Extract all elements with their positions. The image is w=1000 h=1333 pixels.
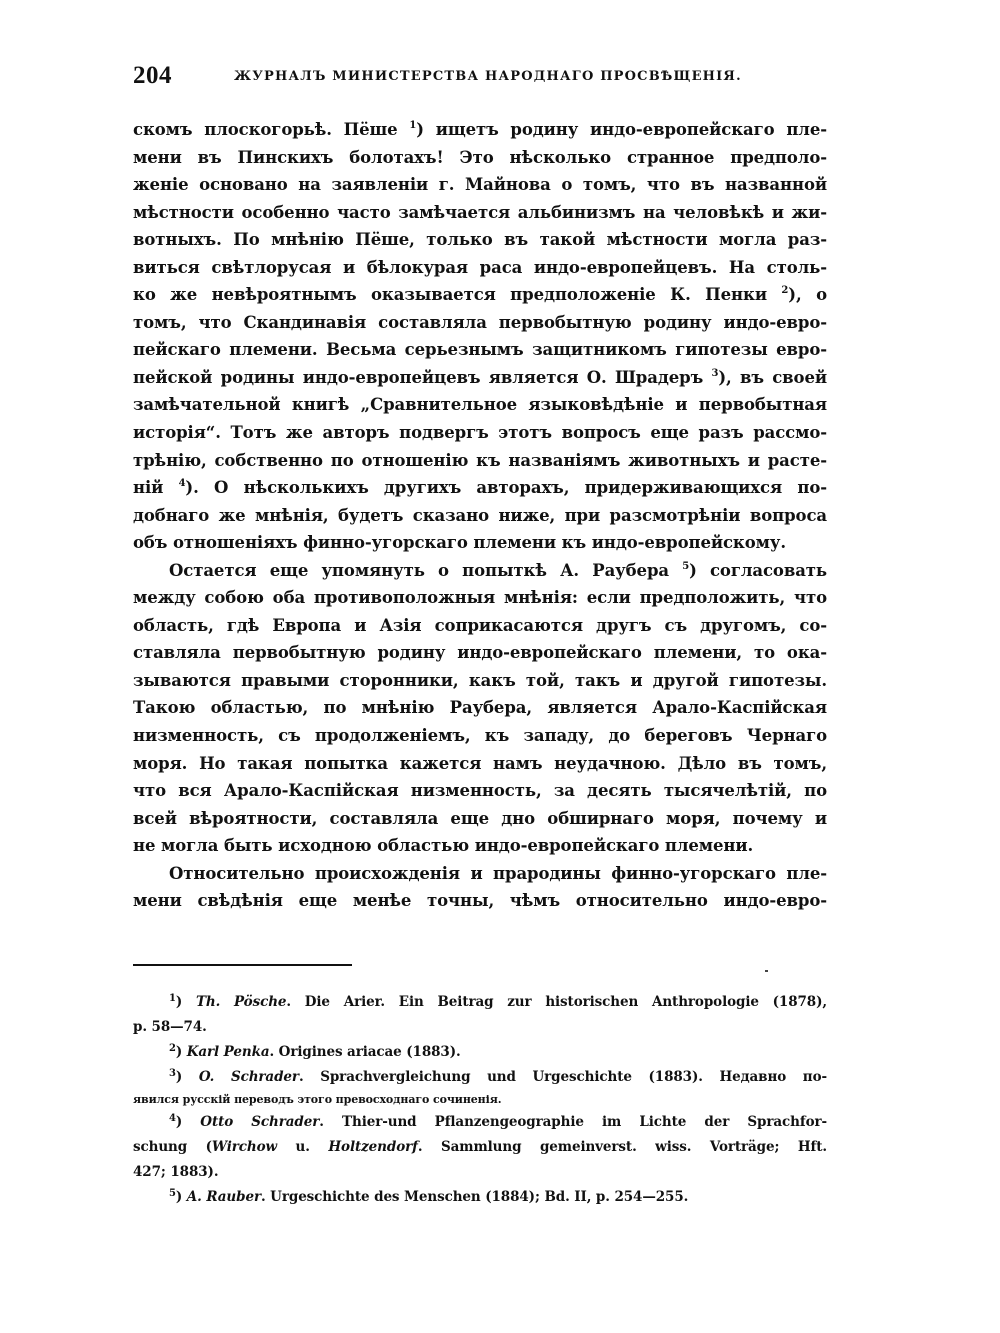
footnote-number: 3 — [169, 1068, 176, 1079]
text-run: трѣнію, собственно по отношенію къ названіямъ животныхъ и расте- — [133, 450, 827, 470]
text-run: виться свѣтлорусая и бѣлокурая раса индо-европейцевъ. На столь- — [133, 257, 827, 277]
text-line — [133, 694, 827, 722]
text-run: пейской родины индо-европейцевъ является О. Шрадеръ — [133, 367, 712, 387]
text-line — [133, 584, 827, 612]
footnote-author: Wirchow — [211, 1139, 278, 1155]
footnote-continuation: явился русскій переводъ этого превосходнаго сочиненія. — [133, 1093, 502, 1106]
text-line — [133, 832, 827, 860]
text-run: исторія“. Тотъ же авторъ подвергъ этотъ вопросъ еще разъ рассмо- — [133, 423, 827, 443]
text-line — [133, 171, 827, 199]
footnote-text: u. — [277, 1139, 329, 1155]
text-line — [133, 667, 827, 695]
footnote-line — [133, 1110, 827, 1135]
text-run: женіе основано на заявленіи г. Майнова о томъ, что въ названной — [133, 175, 827, 195]
text-run: ній — [133, 478, 179, 498]
page-header — [133, 62, 833, 94]
text-line — [133, 336, 827, 364]
footnote-number: 5 — [169, 1188, 176, 1199]
footnote-number: 2 — [169, 1043, 176, 1054]
footnote-paren: ) — [175, 1044, 187, 1060]
text-run: между собою оба противоположныя мнѣнія: если предположить, что — [133, 588, 827, 608]
footnote-reference: 3 — [711, 367, 719, 379]
text-run: скомъ плоскогорьѣ. Пёше — [133, 120, 410, 139]
text-line — [133, 116, 827, 144]
footnote-text: . Sammlung gemeinverst. wiss. Vorträge; Hft. — [417, 1139, 828, 1155]
text-line — [133, 364, 827, 392]
text-run: ) согласовать — [689, 560, 828, 580]
footnote-text: . Origines ariacae (1883). — [269, 1044, 461, 1060]
footnote-continuation: p. 58—74. — [133, 1019, 207, 1035]
text-line — [133, 447, 827, 475]
text-line — [133, 391, 827, 419]
footnote-line — [133, 1185, 827, 1210]
footnote-continuation: schung ( — [133, 1139, 212, 1155]
footnote-paren: ) — [175, 1189, 187, 1205]
text-run: что вся Арало-Каспійская низменность, за десять тысячелѣтій, по — [133, 781, 827, 801]
footnote-line — [133, 1015, 827, 1040]
text-run: объ отношеніяхъ финно-угорскаго племени къ индо-европейскому. — [133, 533, 786, 553]
footnote-reference: 2 — [781, 285, 789, 297]
text-run: ставляла первобытную родину индо-европейскаго племени, то ока- — [133, 643, 827, 663]
footnote-line — [133, 1040, 827, 1065]
footnote-text: . Die Arier. Ein Beitrag zur historischen Anthropologie (1878), — [286, 994, 827, 1010]
footnote-author: Otto Schrader — [200, 1114, 320, 1130]
footnote-author: O. Schrader — [198, 1069, 299, 1085]
text-line — [133, 777, 827, 805]
footnote-reference: 5 — [682, 560, 690, 572]
print-speck — [765, 970, 768, 972]
text-run: Остается еще упомянуть о попыткѣ А. Раубера — [169, 560, 683, 580]
text-line — [133, 309, 827, 337]
text-line — [133, 281, 827, 309]
text-line — [133, 722, 827, 750]
footnotes — [133, 990, 827, 1210]
text-run: замѣчательной книгѣ „Сравнительное языковѣдѣніе и первобытная — [133, 395, 827, 415]
text-line — [133, 639, 827, 667]
footnote-line — [133, 1065, 827, 1090]
text-run: ) ищетъ родину индо-европейскаго пле- — [416, 120, 827, 139]
text-line — [133, 419, 827, 447]
footnote-line — [133, 990, 827, 1015]
text-run: ), о — [788, 285, 827, 305]
footnote-paren: ) — [175, 994, 196, 1010]
text-run: мени въ Пинскихъ болотахъ! Это нѣсколько странное предполо- — [133, 147, 827, 167]
text-line — [133, 750, 827, 778]
text-run: ко же невѣроятнымъ оказывается предположеніе К. Пенки — [133, 285, 782, 305]
text-line — [133, 199, 827, 227]
text-run: мѣстности особенно часто замѣчается альбинизмъ на человѣкѣ и жи- — [133, 202, 827, 222]
footnote-text: . Thier-und Pflanzengeographie im Lichte der Sprachfor- — [319, 1114, 828, 1130]
text-run: низменность, съ продолженіемъ, къ западу, до береговъ Чернаго — [133, 726, 827, 746]
text-line — [133, 226, 827, 254]
footnote-text: . Urgeschichte des Menschen (1884); Bd. II, p. 254—255. — [260, 1189, 689, 1205]
text-line — [133, 887, 827, 915]
footnote-author: A. Rauber — [186, 1189, 261, 1205]
text-line — [133, 805, 827, 833]
text-line — [133, 557, 827, 585]
footnote-author: Th. Pösche — [195, 994, 287, 1010]
page-number: 204 — [133, 62, 172, 89]
text-run: моря. Но такая попытка кажется намъ неудачною. Дѣло въ томъ, — [133, 753, 827, 773]
footnote-author: Karl Penka — [186, 1044, 270, 1060]
text-run: добнаго же мнѣнія, будетъ сказано ниже, при разсмотрѣніи вопроса — [133, 505, 827, 525]
text-run: область, гдѣ Европа и Азія соприкасаются другъ съ другомъ, со- — [133, 615, 827, 635]
footnote-author: Holtzendorf — [328, 1139, 418, 1155]
text-line — [133, 474, 827, 502]
text-run: зываются правыми сторонники, какъ той, такъ и другой гипотезы. — [133, 670, 827, 690]
footnote-reference: 1 — [409, 120, 417, 131]
footnote-paren: ) — [175, 1069, 199, 1085]
footnote-paren: ) — [175, 1114, 201, 1130]
text-line — [133, 529, 827, 557]
text-run: ), въ своей — [718, 367, 827, 387]
text-run: мени свѣдѣнія еще менѣе точны, чѣмъ относительно индо-евро- — [133, 891, 827, 911]
running-head: ЖУРНАЛЪ МИНИСТЕРСТВА НАРОДНАГО ПРОСВѢЩЕНІЯ. — [234, 69, 742, 84]
footnote-line — [133, 1135, 827, 1160]
text-line — [133, 860, 827, 888]
text-line — [133, 502, 827, 530]
body-text — [133, 116, 827, 915]
text-run: всей вѣроятности, составляла еще дно обширнаго моря, почему и — [133, 808, 827, 828]
footnote-reference: 4 — [178, 478, 186, 490]
text-run: Такою областью, по мнѣнію Раубера, является Арало-Каспійская — [133, 698, 827, 718]
footnote-separator — [133, 964, 352, 966]
footnote-continuation: 427; 1883). — [133, 1164, 219, 1180]
footnote-text: . Sprachvergleichung und Urgeschichte (1883). Недавно по- — [298, 1069, 827, 1085]
footnote-line — [133, 1090, 827, 1110]
text-run: вотныхъ. По мнѣнію Пёше, только въ такой мѣстности могла раз- — [133, 230, 827, 250]
text-line — [133, 612, 827, 640]
text-run: не могла быть исходною областью индо-европейскаго племени. — [133, 836, 754, 856]
text-run: ). О нѣсколькихъ другихъ авторахъ, придерживающихся по- — [185, 478, 827, 498]
footnote-line — [133, 1160, 827, 1185]
text-line — [133, 254, 827, 282]
footnote-number: 4 — [169, 1113, 176, 1124]
text-run: томъ, что Скандинавія составляла первобытную родину индо-евро- — [133, 312, 827, 332]
text-run: Относительно происхожденія и прародины финно-угорскаго пле- — [169, 863, 827, 883]
text-run: пейскаго племени. Весьма серьезнымъ защитникомъ гипотезы евро- — [133, 340, 827, 360]
text-line — [133, 144, 827, 172]
footnote-number: 1 — [169, 993, 176, 1004]
